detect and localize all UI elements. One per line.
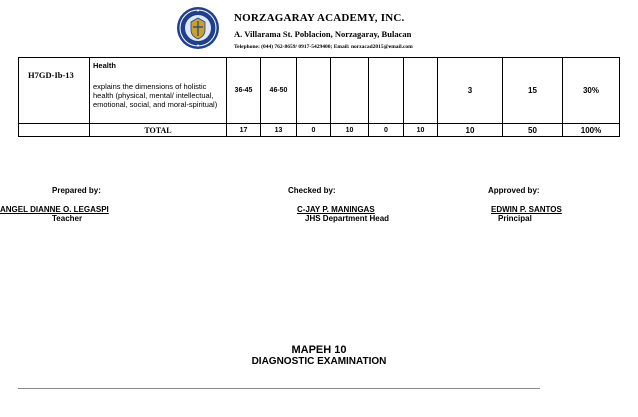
school-name: NORZAGARAY ACADEMY, INC. (234, 12, 405, 24)
competency-text: explains the dimensions of holistic health (physical, mental/ intellectual, emotional, social, and moral-spiritual) (93, 82, 218, 109)
total-cell: 10 (331, 124, 369, 137)
table-row (19, 58, 620, 124)
approved-by-title: Principal (498, 214, 532, 223)
total-empty-cell (19, 124, 90, 137)
exam-type: DIAGNOSTIC EXAMINATION (251, 356, 387, 367)
total-row (19, 124, 620, 137)
item-range-cell: 46-50 (261, 58, 297, 124)
total-cell: 10 (404, 124, 438, 137)
specification-table (18, 57, 620, 137)
items-count-cell: 3 (438, 58, 503, 124)
competency-code: H7GD-Ib-13 (19, 58, 90, 124)
checked-by-title: JHS Department Head (305, 214, 390, 223)
total-cell: 17 (227, 124, 261, 137)
bottom-divider (18, 388, 540, 389)
total-label: TOTAL (90, 124, 227, 137)
exam-subject: MAPEH 10 (291, 344, 347, 356)
item-range-cell (331, 58, 369, 124)
subject-label: Health (93, 61, 116, 70)
school-address: A. Villarama St. Poblacion, Norzagaray, Bulacan (234, 29, 412, 39)
prepared-by-name: ANGEL DIANNE O. LEGASPI (0, 205, 109, 214)
approved-by-name: EDWIN P. SANTOS (491, 205, 562, 214)
approved-by-label: Approved by: (488, 186, 540, 195)
total-cell: 13 (261, 124, 297, 137)
total-cell: 0 (369, 124, 404, 137)
points-cell: 15 (503, 58, 563, 124)
item-range-cell: 36-45 (227, 58, 261, 124)
item-range-cell (369, 58, 404, 124)
prepared-by-title: Teacher (52, 214, 83, 223)
total-points-cell: 50 (503, 124, 563, 137)
total-items-cell: 10 (438, 124, 503, 137)
percent-cell: 30% (563, 58, 620, 124)
item-range-cell (297, 58, 331, 124)
checked-by-name: C-JAY P. MANINGAS (297, 205, 375, 214)
document-header (0, 0, 638, 56)
item-range-cell (404, 58, 438, 124)
prepared-by-label: Prepared by: (52, 186, 101, 195)
school-contact: Telephone: (044) 762-8659/ 0917-5429400; Email: norzacad2015@email.com (234, 44, 413, 50)
total-percent-cell: 100% (563, 124, 620, 137)
school-seal-logo (176, 6, 220, 50)
competency-cell (90, 58, 227, 124)
checked-by-label: Checked by: (288, 186, 336, 195)
total-cell: 0 (297, 124, 331, 137)
